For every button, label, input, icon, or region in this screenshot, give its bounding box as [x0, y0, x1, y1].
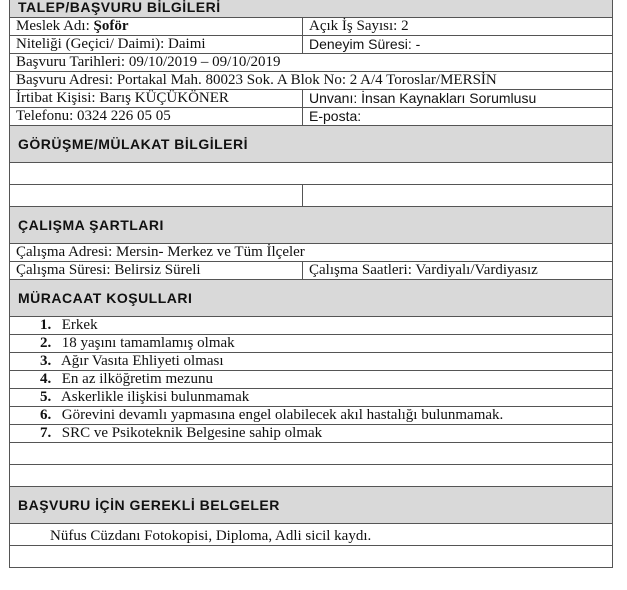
blank-cell — [10, 465, 613, 487]
list-item — [10, 389, 613, 407]
application-form — [9, 0, 613, 568]
meslek-cell — [10, 18, 303, 36]
list-item-cell — [10, 317, 613, 335]
row-adres — [10, 72, 613, 90]
list-item-cell — [10, 335, 613, 353]
list-number: 7. — [40, 425, 52, 441]
list-number: 1. — [40, 317, 52, 333]
row-belgeler — [10, 524, 613, 546]
blank-cell — [10, 443, 613, 465]
blank-cell — [10, 185, 303, 207]
meslek-label: Meslek Adı: — [16, 18, 94, 34]
list-text: 18 yaşını tamamlamış olmak — [61, 335, 235, 351]
blank-cell — [10, 546, 613, 568]
unvani: Unvanı: İnsan Kaynakları Sorumlusu — [303, 90, 613, 108]
row-calisma-suresi — [10, 262, 613, 280]
basvuru-adresi: Başvuru Adresi: Portakal Mah. 80023 Sok. A Blok No: 2 A/4 Toroslar/MERSİN — [10, 72, 613, 90]
list-item-cell — [10, 353, 613, 371]
section-title-calisma: ÇALIŞMA ŞARTLARI — [10, 207, 613, 244]
list-number: 4. — [40, 371, 52, 387]
calisma-adresi: Çalışma Adresi: Mersin- Merkez ve Tüm İlçeler — [10, 244, 613, 262]
section-title-muracaat: MÜRACAAT KOŞULLARI — [10, 280, 613, 317]
list-item — [10, 425, 613, 443]
row-meslek — [10, 18, 613, 36]
list-number: 6. — [40, 407, 52, 423]
row-telefon — [10, 108, 613, 126]
list-item — [10, 353, 613, 371]
muracaat-blank-row-2 — [10, 465, 613, 487]
blank-cell — [10, 163, 613, 185]
calisma-suresi: Çalışma Süresi: Belirsiz Süreli — [10, 262, 303, 280]
list-text: Ağır Vasıta Ehliyeti olması — [60, 353, 224, 369]
form-table — [9, 0, 613, 568]
list-number: 3. — [40, 353, 52, 369]
gerekli-belgeler: Nüfus Cüzdanı Fotokopisi, Diploma, Adli sicil kaydı. — [10, 524, 613, 546]
list-text: SRC ve Psikoteknik Belgesine sahip olmak — [61, 425, 323, 441]
irtibat-kisisi: İrtibat Kişisi: Barış KÜÇÜKÖNER — [10, 90, 303, 108]
list-text: Askerlikle ilişkisi bulunmamak — [60, 389, 250, 405]
niteligi: Niteliği (Geçici/ Daimi): Daimi — [10, 36, 303, 54]
list-item — [10, 371, 613, 389]
e-posta: E-posta: — [303, 108, 613, 126]
list-item — [10, 335, 613, 353]
list-item-cell — [10, 407, 613, 425]
section-title-gorusme: GÖRÜŞME/MÜLAKAT BİLGİLERİ — [10, 126, 613, 163]
section-header-gorusme — [10, 126, 613, 163]
belgeler-blank-row — [10, 546, 613, 568]
list-item-cell — [10, 371, 613, 389]
meslek-value: Şoför — [93, 18, 129, 34]
section-header-muracaat — [10, 280, 613, 317]
row-calisma-adresi — [10, 244, 613, 262]
section-title-belgeler: BAŞVURU İÇİN GEREKLİ BELGELER — [10, 487, 613, 524]
list-number: 5. — [40, 389, 52, 405]
list-item — [10, 407, 613, 425]
list-number: 2. — [40, 335, 52, 351]
section-title-talep: TALEP/BAŞVURU BİLGİLERİ — [10, 0, 613, 18]
blank-cell — [303, 185, 613, 207]
row-tarihleri — [10, 54, 613, 72]
muracaat-blank-row-1 — [10, 443, 613, 465]
calisma-saatleri: Çalışma Saatleri: Vardiyalı/Vardiyasız — [303, 262, 613, 280]
list-item — [10, 317, 613, 335]
deneyim-suresi: Deneyim Süresi: - — [303, 36, 613, 54]
list-item-cell — [10, 425, 613, 443]
list-text: Görevini devamlı yapmasına engel olabilecek akıl hastalığı bulunmamak. — [61, 407, 504, 423]
list-text: Erkek — [61, 317, 98, 333]
gorusme-blank-row-2 — [10, 185, 613, 207]
row-irtibat — [10, 90, 613, 108]
gorusme-blank-row-1 — [10, 163, 613, 185]
list-text: En az ilköğretim mezunu — [61, 371, 213, 387]
acik-is-sayisi: Açık İş Sayısı: 2 — [303, 18, 613, 36]
list-item-cell — [10, 389, 613, 407]
section-header-calisma — [10, 207, 613, 244]
basvuru-tarihleri: Başvuru Tarihleri: 09/10/2019 – 09/10/2019 — [10, 54, 613, 72]
section-header-talep — [10, 0, 613, 18]
row-niteligi — [10, 36, 613, 54]
section-header-belgeler — [10, 487, 613, 524]
telefonu: Telefonu: 0324 226 05 05 — [10, 108, 303, 126]
